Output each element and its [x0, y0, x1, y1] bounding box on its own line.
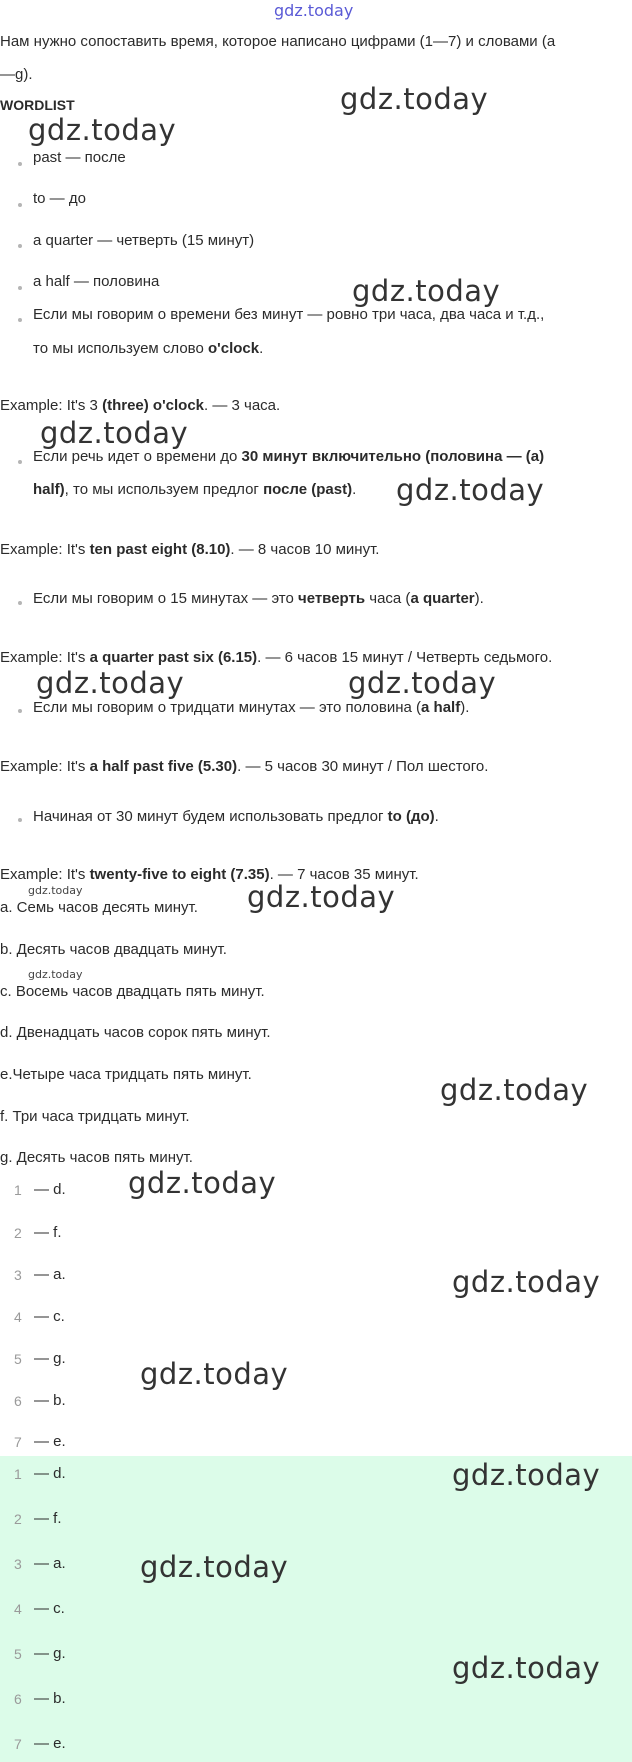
answer-value: — c.: [34, 1600, 65, 1617]
answer-number: 1: [14, 1466, 22, 1482]
answer-value: — d.: [34, 1181, 66, 1198]
answer-value: — b.: [34, 1690, 66, 1707]
letter-item-g: g. Десять часов пять минут.: [0, 1149, 193, 1166]
answer-value: — c.: [34, 1308, 65, 1325]
wordlist-item: past — после: [33, 149, 126, 166]
answer-value: — e.: [34, 1433, 66, 1450]
answer-number: 7: [14, 1434, 22, 1450]
bullet: [18, 203, 22, 207]
answer-number: 7: [14, 1736, 22, 1752]
letter-item-b: b. Десять часов двадцать минут.: [0, 941, 227, 958]
wordlist-title: WORDLIST: [0, 97, 75, 113]
watermark: gdz.today: [348, 666, 497, 700]
answer-value: — b.: [34, 1392, 66, 1409]
watermark: gdz.today: [352, 274, 501, 308]
letter-item-f: f. Три часа тридцать минут.: [0, 1108, 190, 1125]
watermark: gdz.today: [452, 1651, 601, 1685]
answer-number: 5: [14, 1351, 22, 1367]
answer-value: — d.: [34, 1465, 66, 1482]
answer-number: 3: [14, 1267, 22, 1283]
watermark: gdz.today: [247, 880, 396, 914]
answer-value: — g.: [34, 1350, 66, 1367]
bullet: [18, 162, 22, 166]
watermark: gdz.today: [396, 473, 545, 507]
answer-value: — f.: [34, 1510, 62, 1527]
rule-quarter: Если мы говорим о 15 минутах — это четверть часа (a quarter).: [33, 590, 484, 607]
intro-line-2: —g).: [0, 66, 33, 83]
watermark: gdz.today: [40, 416, 189, 450]
watermark: gdz.today: [440, 1073, 589, 1107]
answer-highlight-panel: [0, 1456, 632, 1762]
answer-number: 2: [14, 1511, 22, 1527]
answer-value: — g.: [34, 1645, 66, 1662]
rule-half: Если мы говорим о тридцати минутах — это половина (a half).: [33, 699, 470, 716]
bullet: [18, 601, 22, 605]
watermark: gdz.today: [452, 1265, 601, 1299]
bullet: [18, 709, 22, 713]
answer-value: — a.: [34, 1266, 66, 1283]
top-watermark: gdz.today: [274, 1, 354, 20]
example-2: Example: It's ten past eight (8.10). — 8 часов 10 минут.: [0, 541, 380, 558]
bullet: [18, 286, 22, 290]
watermark: gdz.today: [128, 1166, 277, 1200]
rule-to: Начиная от 30 минут будем использовать предлог to (до).: [33, 808, 439, 825]
rule-oclock-line1: Если мы говорим о времени без минут — ровно три часа, два часа и т.д.,: [33, 306, 545, 323]
wordlist-item: a half — половина: [33, 273, 160, 290]
example-4: Example: It's a half past five (5.30). — 5 часов 30 минут / Пол шестого.: [0, 758, 489, 775]
answer-number: 6: [14, 1393, 22, 1409]
answer-value: — a.: [34, 1555, 66, 1572]
watermark-small: gdz.today: [28, 968, 83, 981]
answer-value: — f.: [34, 1224, 62, 1241]
bullet: [18, 460, 22, 464]
example-1: Example: It's 3 (three) o'clock. — 3 часа.: [0, 397, 281, 414]
answer-number: 2: [14, 1225, 22, 1241]
bullet: [18, 318, 22, 322]
intro-line-1: Нам нужно сопоставить время, которое написано цифрами (1—7) и словами (a: [0, 33, 556, 50]
watermark: gdz.today: [140, 1357, 289, 1391]
letter-item-d: d. Двенадцать часов сорок пять минут.: [0, 1024, 271, 1041]
answer-number: 3: [14, 1556, 22, 1572]
watermark: gdz.today: [452, 1458, 601, 1492]
watermark: gdz.today: [340, 82, 489, 116]
answer-number: 5: [14, 1646, 22, 1662]
rule-past-line2: half), то мы используем предлог после (past).: [33, 481, 357, 498]
letter-item-c: c. Восемь часов двадцать пять минут.: [0, 983, 265, 1000]
example-3: Example: It's a quarter past six (6.15). — 6 часов 15 минут / Четверть седьмого.: [0, 649, 553, 666]
example-5: Example: It's twenty-five to eight (7.35). — 7 часов 35 минут.: [0, 866, 419, 883]
rule-oclock-line2: то мы используем слово o'clock.: [33, 340, 264, 357]
watermark: gdz.today: [140, 1550, 289, 1584]
letter-item-a: a. Семь часов десять минут.: [0, 899, 198, 916]
letter-item-e: e.Четыре часа тридцать пять минут.: [0, 1066, 252, 1083]
bullet: [18, 244, 22, 248]
wordlist-item: a quarter — четверть (15 минут): [33, 232, 255, 249]
answer-number: 4: [14, 1309, 22, 1325]
watermark: gdz.today: [28, 113, 177, 147]
wordlist-item: to — до: [33, 190, 86, 207]
bullet: [18, 818, 22, 822]
answer-value: — e.: [34, 1735, 66, 1752]
watermark: gdz.today: [36, 666, 185, 700]
rule-past-line1: Если речь идет о времени до 30 минут включительно (половина — (a): [33, 448, 545, 465]
answer-number: 1: [14, 1182, 22, 1198]
watermark-small: gdz.today: [28, 884, 83, 897]
answer-number: 6: [14, 1691, 22, 1707]
answer-number: 4: [14, 1601, 22, 1617]
